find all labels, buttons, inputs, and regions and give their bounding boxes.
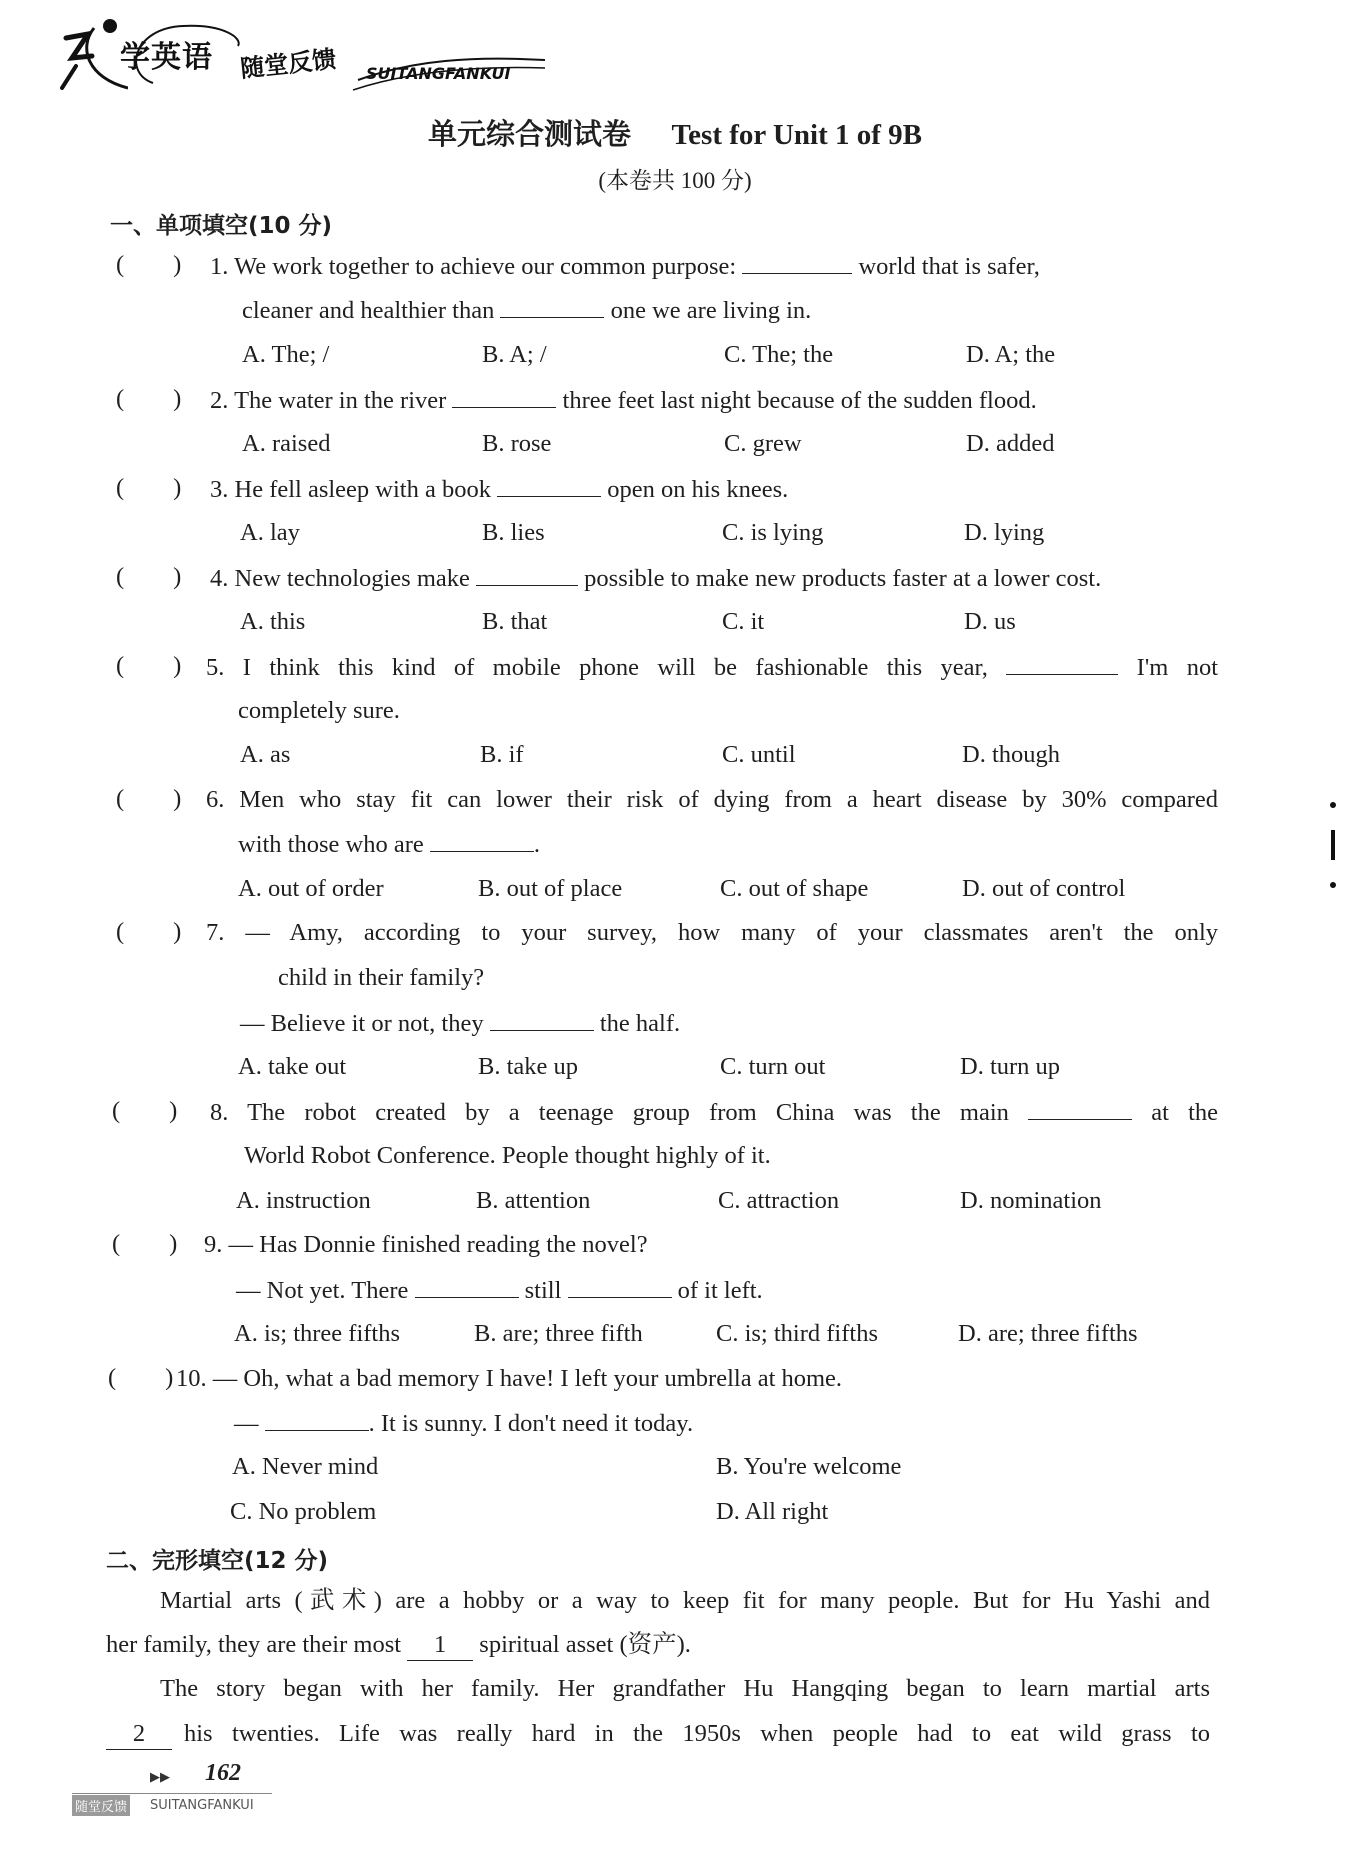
- q3-number: 3.: [210, 476, 229, 503]
- q8-option-c[interactable]: C. attraction: [718, 1187, 840, 1214]
- q6-number: 6.: [206, 786, 225, 813]
- q2-text-b: three feet last night because of the sudden flood.: [562, 387, 1037, 414]
- q9-line1: [204, 1230, 648, 1260]
- q1-blank-2: [500, 295, 604, 318]
- cloze-paragraph1-line1: Martial arts (武术) are a hobby or a way to keep fit for many people. But for Hu Yashi and: [160, 1587, 1210, 1614]
- q3-text-b: open on his knees.: [607, 476, 789, 503]
- q3-option-b[interactable]: B. lies: [482, 519, 545, 546]
- q7-text: — Amy, according to your survey, how many of your classmates aren't the only: [245, 919, 1219, 946]
- q7-line3-text-b: the half.: [599, 1010, 681, 1037]
- q9-text: — Has Donnie finished reading the novel?: [228, 1231, 648, 1258]
- q2-number: 2.: [210, 387, 229, 414]
- q7-number: 7.: [206, 919, 225, 946]
- q5-text-b: I'm not: [1136, 654, 1219, 681]
- q7-option-c[interactable]: C. turn out: [720, 1053, 826, 1080]
- header-subtitle: 随堂反馈: [239, 45, 338, 83]
- section1-heading: 一、单项填空(10 分): [110, 213, 333, 239]
- q4-option-c[interactable]: C. it: [722, 608, 765, 635]
- test-title: [0, 112, 1350, 153]
- q5-line2: completely sure.: [238, 697, 400, 724]
- q10-option-d[interactable]: D. All right: [716, 1498, 829, 1525]
- q3-option-c[interactable]: C. is lying: [722, 519, 824, 546]
- q1-option-b[interactable]: B. A; /: [482, 341, 547, 368]
- q8-number: 8.: [210, 1099, 229, 1126]
- answer-bracket[interactable]: ( ): [116, 652, 182, 679]
- q5-option-c[interactable]: C. until: [722, 741, 796, 768]
- q10-dash: —: [234, 1410, 259, 1437]
- q7-option-b[interactable]: B. take up: [478, 1053, 579, 1080]
- q6-text: Men who stay fit can lower their risk of dying from a heart disease by 30% compared: [239, 786, 1219, 813]
- q9-option-c[interactable]: C. is; third fifths: [716, 1320, 878, 1347]
- q2-line1: [210, 385, 1037, 416]
- margin-mark-icon: [1330, 800, 1336, 890]
- q8-text-b: at the: [1151, 1099, 1219, 1126]
- q7-line1: [206, 918, 1218, 948]
- q8-option-a[interactable]: A. instruction: [236, 1187, 371, 1214]
- q2-option-d[interactable]: D. added: [966, 430, 1055, 457]
- q10-option-b[interactable]: B. You're welcome: [716, 1453, 902, 1480]
- q8-option-d[interactable]: D. nomination: [960, 1187, 1102, 1214]
- q8-line1: [210, 1097, 1218, 1128]
- q6-blank: [430, 829, 534, 852]
- q10-option-a[interactable]: A. Never mind: [232, 1453, 379, 1480]
- q2-blank: [452, 385, 556, 408]
- arrow-icon: ▶▶: [150, 1769, 170, 1784]
- q7-line3-text: — Believe it or not, they: [240, 1010, 484, 1037]
- q6-line1: [206, 785, 1218, 815]
- q4-line1: [210, 563, 1101, 594]
- q9-line2-text: — Not yet. There: [236, 1277, 409, 1304]
- q1-line2-text: cleaner and healthier than: [242, 297, 495, 324]
- q8-text: The robot created by a teenage group from China was the main: [247, 1099, 1009, 1126]
- cloze-paragraph1-line2: [106, 1630, 691, 1661]
- answer-bracket[interactable]: ( ): [116, 918, 182, 945]
- q5-number: 5.: [206, 654, 225, 681]
- q1-blank-1: [742, 251, 852, 274]
- q10-option-c[interactable]: C. No problem: [230, 1498, 377, 1525]
- q1-option-c[interactable]: C. The; the: [724, 341, 834, 368]
- q6-line2: [238, 829, 540, 860]
- header: [58, 18, 538, 98]
- cloze-text-b: spiritual asset (资产).: [479, 1631, 691, 1658]
- footer-label-en: SUITANGFANKUI: [150, 1798, 254, 1813]
- q9-line2: [236, 1275, 763, 1306]
- q6-option-a[interactable]: A. out of order: [238, 875, 384, 902]
- q10-line2-text: . It is sunny. I don't need it today.: [368, 1410, 694, 1437]
- q9-number: 9.: [204, 1231, 223, 1258]
- q1-text-b: world that is safer,: [858, 253, 1040, 280]
- q4-number: 4.: [210, 565, 229, 592]
- score-note: (本卷共 100 分): [598, 168, 752, 193]
- q7-option-a[interactable]: A. take out: [238, 1053, 347, 1080]
- q9-line2-text-b: still: [524, 1277, 562, 1304]
- q4-blank: [476, 563, 578, 586]
- q2-option-c[interactable]: C. grew: [724, 430, 802, 457]
- q6-line2-text: with those who are: [238, 831, 424, 858]
- header-brand: SUITANGFANKUI: [366, 64, 511, 83]
- cloze-blank-1[interactable]: 1: [407, 1630, 473, 1661]
- page-number: 162: [205, 1760, 241, 1786]
- q4-option-d[interactable]: D. us: [964, 608, 1016, 635]
- q3-blank: [497, 474, 601, 497]
- q7-blank: [490, 1008, 594, 1031]
- q1-line2-text-b: one we are living in.: [610, 297, 812, 324]
- q7-option-d[interactable]: D. turn up: [960, 1053, 1061, 1080]
- q10-number: 10.: [176, 1365, 207, 1392]
- q8-blank: [1028, 1097, 1132, 1120]
- q1-line1: [210, 251, 1220, 282]
- q5-option-b[interactable]: B. if: [480, 741, 524, 768]
- answer-bracket[interactable]: ( ): [116, 251, 182, 278]
- q9-option-a[interactable]: A. is; three fifths: [234, 1320, 401, 1347]
- q9-option-d[interactable]: D. are; three fifths: [958, 1320, 1138, 1347]
- q5-line1: [206, 652, 1218, 683]
- q6-option-b[interactable]: B. out of place: [478, 875, 623, 902]
- test-title-cn: 单元综合测试卷: [427, 117, 631, 151]
- answer-bracket[interactable]: ( ): [116, 563, 182, 590]
- cloze-text-c: his twenties. Life was really hard in the 1950s when people had to eat wild grass to: [184, 1720, 1210, 1747]
- q6-option-c[interactable]: C. out of shape: [720, 875, 869, 902]
- q9-line2-text-c: of it left.: [677, 1277, 763, 1304]
- answer-bracket[interactable]: ( ): [116, 385, 182, 412]
- q8-option-b[interactable]: B. attention: [476, 1187, 591, 1214]
- q9-blank-1: [415, 1275, 519, 1298]
- q5-option-d[interactable]: D. though: [962, 741, 1060, 768]
- q1-line2: [242, 295, 811, 326]
- q3-text: He fell asleep with a book: [234, 476, 491, 503]
- q7-line3: [240, 1008, 680, 1039]
- test-title-en: Test for Unit 1 of 9B: [671, 119, 923, 151]
- header-title: 学英语: [120, 40, 213, 75]
- q2-option-b[interactable]: B. rose: [482, 430, 552, 457]
- q5-option-a[interactable]: A. as: [240, 741, 291, 768]
- cloze-paragraph2-line1: The story began with her family. Her grandfather Hu Hangqing began to learn martial arts: [160, 1675, 1210, 1702]
- answer-bracket[interactable]: ( ): [112, 1097, 178, 1124]
- q8-line2: World Robot Conference. People thought highly of it.: [244, 1142, 771, 1169]
- answer-bracket[interactable]: ( ): [108, 1364, 174, 1391]
- q4-option-b[interactable]: B. that: [482, 608, 548, 635]
- q6-option-d[interactable]: D. out of control: [962, 875, 1126, 902]
- q4-text-b: possible to make new products faster at a lower cost.: [584, 565, 1102, 592]
- q4-text: New technologies make: [234, 565, 470, 592]
- q5-text: I think this kind of mobile phone will be fashionable this year,: [242, 654, 988, 681]
- answer-bracket[interactable]: ( ): [116, 785, 182, 812]
- q10-blank: [265, 1408, 369, 1431]
- answer-bracket[interactable]: ( ): [112, 1230, 178, 1257]
- section2-heading: 二、完形填空(12 分): [106, 1548, 329, 1574]
- q9-blank-2: [568, 1275, 672, 1298]
- q3-line1: [210, 474, 788, 505]
- q2-text: The water in the river: [234, 387, 447, 414]
- answer-bracket[interactable]: ( ): [116, 474, 182, 501]
- q10-text: — Oh, what a bad memory I have! I left your umbrella at home.: [212, 1365, 843, 1392]
- cloze-paragraph2-line2: [106, 1719, 1210, 1750]
- footer-label-cn: 随堂反馈: [72, 1795, 130, 1816]
- q5-blank: [1006, 652, 1118, 675]
- cloze-text: her family, they are their most: [106, 1631, 402, 1658]
- q4-option-a[interactable]: A. this: [240, 608, 306, 635]
- q2-option-a[interactable]: A. raised: [242, 430, 331, 457]
- q10-line2: [234, 1408, 693, 1439]
- q3-option-a[interactable]: A. lay: [240, 519, 300, 546]
- cloze-blank-2[interactable]: 2: [106, 1719, 172, 1750]
- q1-text: We work together to achieve our common purpose:: [234, 253, 737, 280]
- q1-number: 1.: [210, 253, 229, 280]
- q1-option-d[interactable]: D. A; the: [966, 341, 1056, 368]
- q6-line2-end: .: [533, 831, 540, 858]
- q3-option-d[interactable]: D. lying: [964, 519, 1045, 546]
- q10-line1: [176, 1364, 842, 1394]
- q9-option-b[interactable]: B. are; three fifth: [474, 1320, 643, 1347]
- q7-line2: child in their family?: [278, 964, 485, 991]
- q1-option-a[interactable]: A. The; /: [242, 341, 330, 368]
